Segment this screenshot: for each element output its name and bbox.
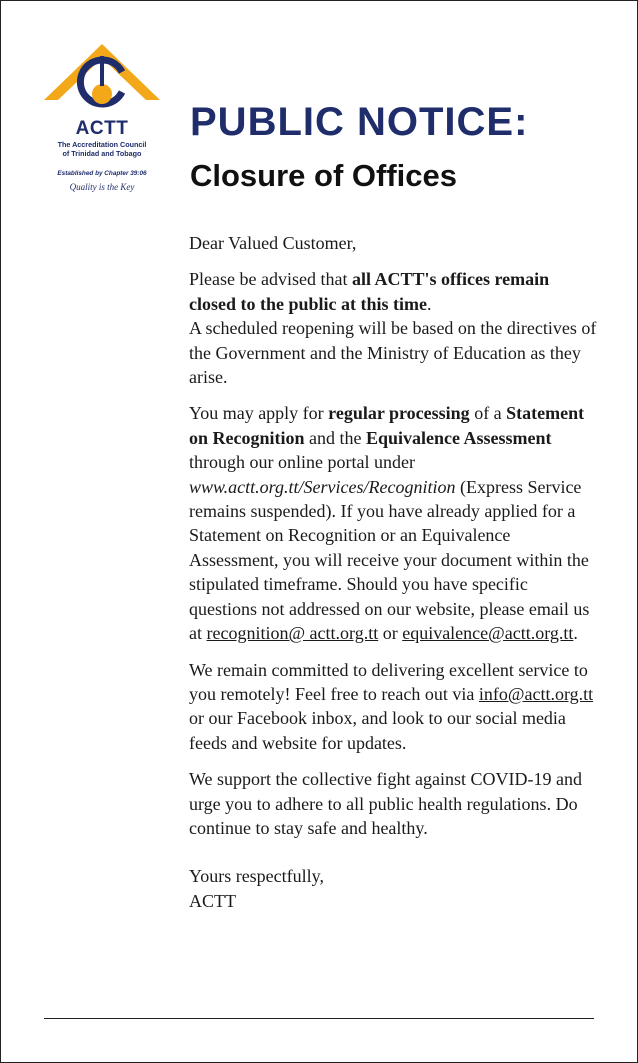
logo-tagline: Quality is the Key xyxy=(69,182,135,192)
page-subtitle: Closure of Offices xyxy=(190,158,457,193)
paragraph-remote-service: We remain committed to delivering excellent service to you remotely! Feel free to reach out via info@actt.org.tt or our Facebook inbox, and look to our social media feeds and website for updates. xyxy=(189,659,594,753)
letter-body xyxy=(189,231,599,925)
actt-logo xyxy=(42,42,162,202)
signature: ACTT xyxy=(189,890,236,911)
paragraph-covid: We support the collective fight against COVID-19 and urge you to adhere to all public health regulations. Do continue to stay safe and healthy. xyxy=(189,769,582,838)
closing: Yours respectfully, ACTT xyxy=(189,866,324,911)
bottom-divider xyxy=(44,1018,594,1019)
page-title: PUBLIC NOTICE: xyxy=(190,100,529,144)
paragraph-processing: You may apply for regular processing of a Statement on Recognition and the Equivalence Assessment through our online portal under www.actt.org.tt/Services/Recognition (Express Service remains suspended). If you have already applied for a Statement on Recognition or an Equivalence Assessment, you will receive your document within the stipulated timeframe. Should you have specific questions not addressed on our website, please email us at recognition@ actt.org.tt or equivalence@actt.org.tt. xyxy=(189,403,590,644)
logo-council-name: The Accreditation Council of Trinidad and Tobago xyxy=(57,140,147,158)
portal-url: www.actt.org.tt/Services/Recognition xyxy=(189,476,456,497)
info-email-link[interactable]: info@actt.org.tt xyxy=(478,683,594,704)
logo-established: Established by Chapter 39:06 xyxy=(57,170,147,177)
recognition-email-link[interactable]: recognition@ actt.org.tt xyxy=(206,623,379,644)
logo-acronym: ACTT xyxy=(75,118,129,139)
actt-emblem-icon xyxy=(42,42,162,122)
greeting: Dear Valued Customer, xyxy=(189,233,357,253)
equivalence-email-link[interactable]: equivalence@actt.org.tt xyxy=(402,623,574,644)
paragraph-closure: Please be advised that all ACTT's offices remain closed to the public at this time. A scheduled reopening will be based on the directives of the Government and the Ministry of Education as they arise. xyxy=(189,269,597,388)
